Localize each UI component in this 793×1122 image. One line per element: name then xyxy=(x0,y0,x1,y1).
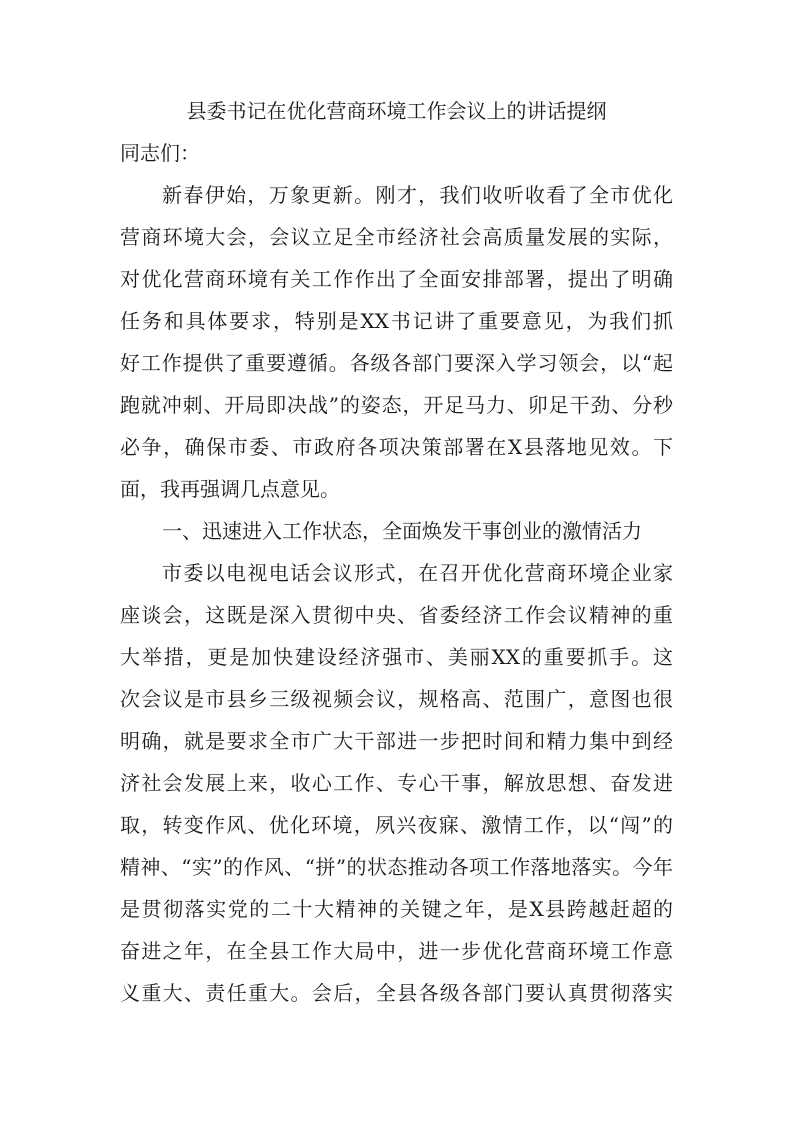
document-title: 县委书记在优化营商环境工作会议上的讲话提纲 xyxy=(186,99,607,123)
body-line-16: 取，转变作风、优化环境，夙兴夜寐、激情工作，以“闯”的 xyxy=(120,813,673,837)
section-heading-1: 一、迅速进入工作状态，全面焕发干事创业的激情活力 xyxy=(162,519,642,543)
body-line-3: 对优化营商环境有关工作作出了全面安排部署，提出了明确 xyxy=(120,267,673,291)
salutation: 同志们： xyxy=(120,141,200,165)
body-line-8: 面，我再强调几点意见。 xyxy=(120,477,340,501)
body-line-13: 次会议是市县乡三级视频会议，规格高、范围广，意图也很 xyxy=(120,687,673,711)
body-line-19: 奋进之年，在全县工作大局中，进一步优化营商环境工作意 xyxy=(120,939,673,963)
body-line-15: 济社会发展上来，收心工作、专心干事，解放思想、奋发进 xyxy=(120,771,673,795)
body-line-5: 好工作提供了重要遵循。各级各部门要深入学习领会，以“起 xyxy=(120,351,673,375)
body-line-17: 精神、“实”的作风、“拼”的状态推动各项工作落地落实。今年 xyxy=(120,855,673,879)
body-line-11: 座谈会，这既是深入贯彻中央、省委经济工作会议精神的重 xyxy=(120,603,673,627)
body-line-2: 营商环境大会，会议立足全市经济社会高质量发展的实际， xyxy=(120,225,673,249)
body-line-18: 是贯彻落实党的二十大精神的关键之年，是X县跨越赶超的 xyxy=(120,897,673,921)
body-line-20: 义重大、责任重大。会后，全县各级各部门要认真贯彻落实 xyxy=(120,981,673,1005)
body-line-6: 跑就冲刺、开局即决战”的姿态，开足马力、卯足干劲、分秒 xyxy=(120,393,673,417)
body-line-1: 新春伊始，万象更新。刚才，我们收听收看了全市优化 xyxy=(162,183,673,207)
body-line-7: 必争，确保市委、市政府各项决策部署在X县落地见效。下 xyxy=(120,435,673,459)
body-line-4: 任务和具体要求，特别是XX书记讲了重要意见，为我们抓 xyxy=(120,309,673,333)
body-line-10: 市委以电视电话会议形式，在召开优化营商环境企业家 xyxy=(162,561,673,585)
body-line-12: 大举措，更是加快建设经济强市、美丽XX的重要抓手。这 xyxy=(120,645,673,669)
body-line-14: 明确，就是要求全市广大干部进一步把时间和精力集中到经 xyxy=(120,729,673,753)
